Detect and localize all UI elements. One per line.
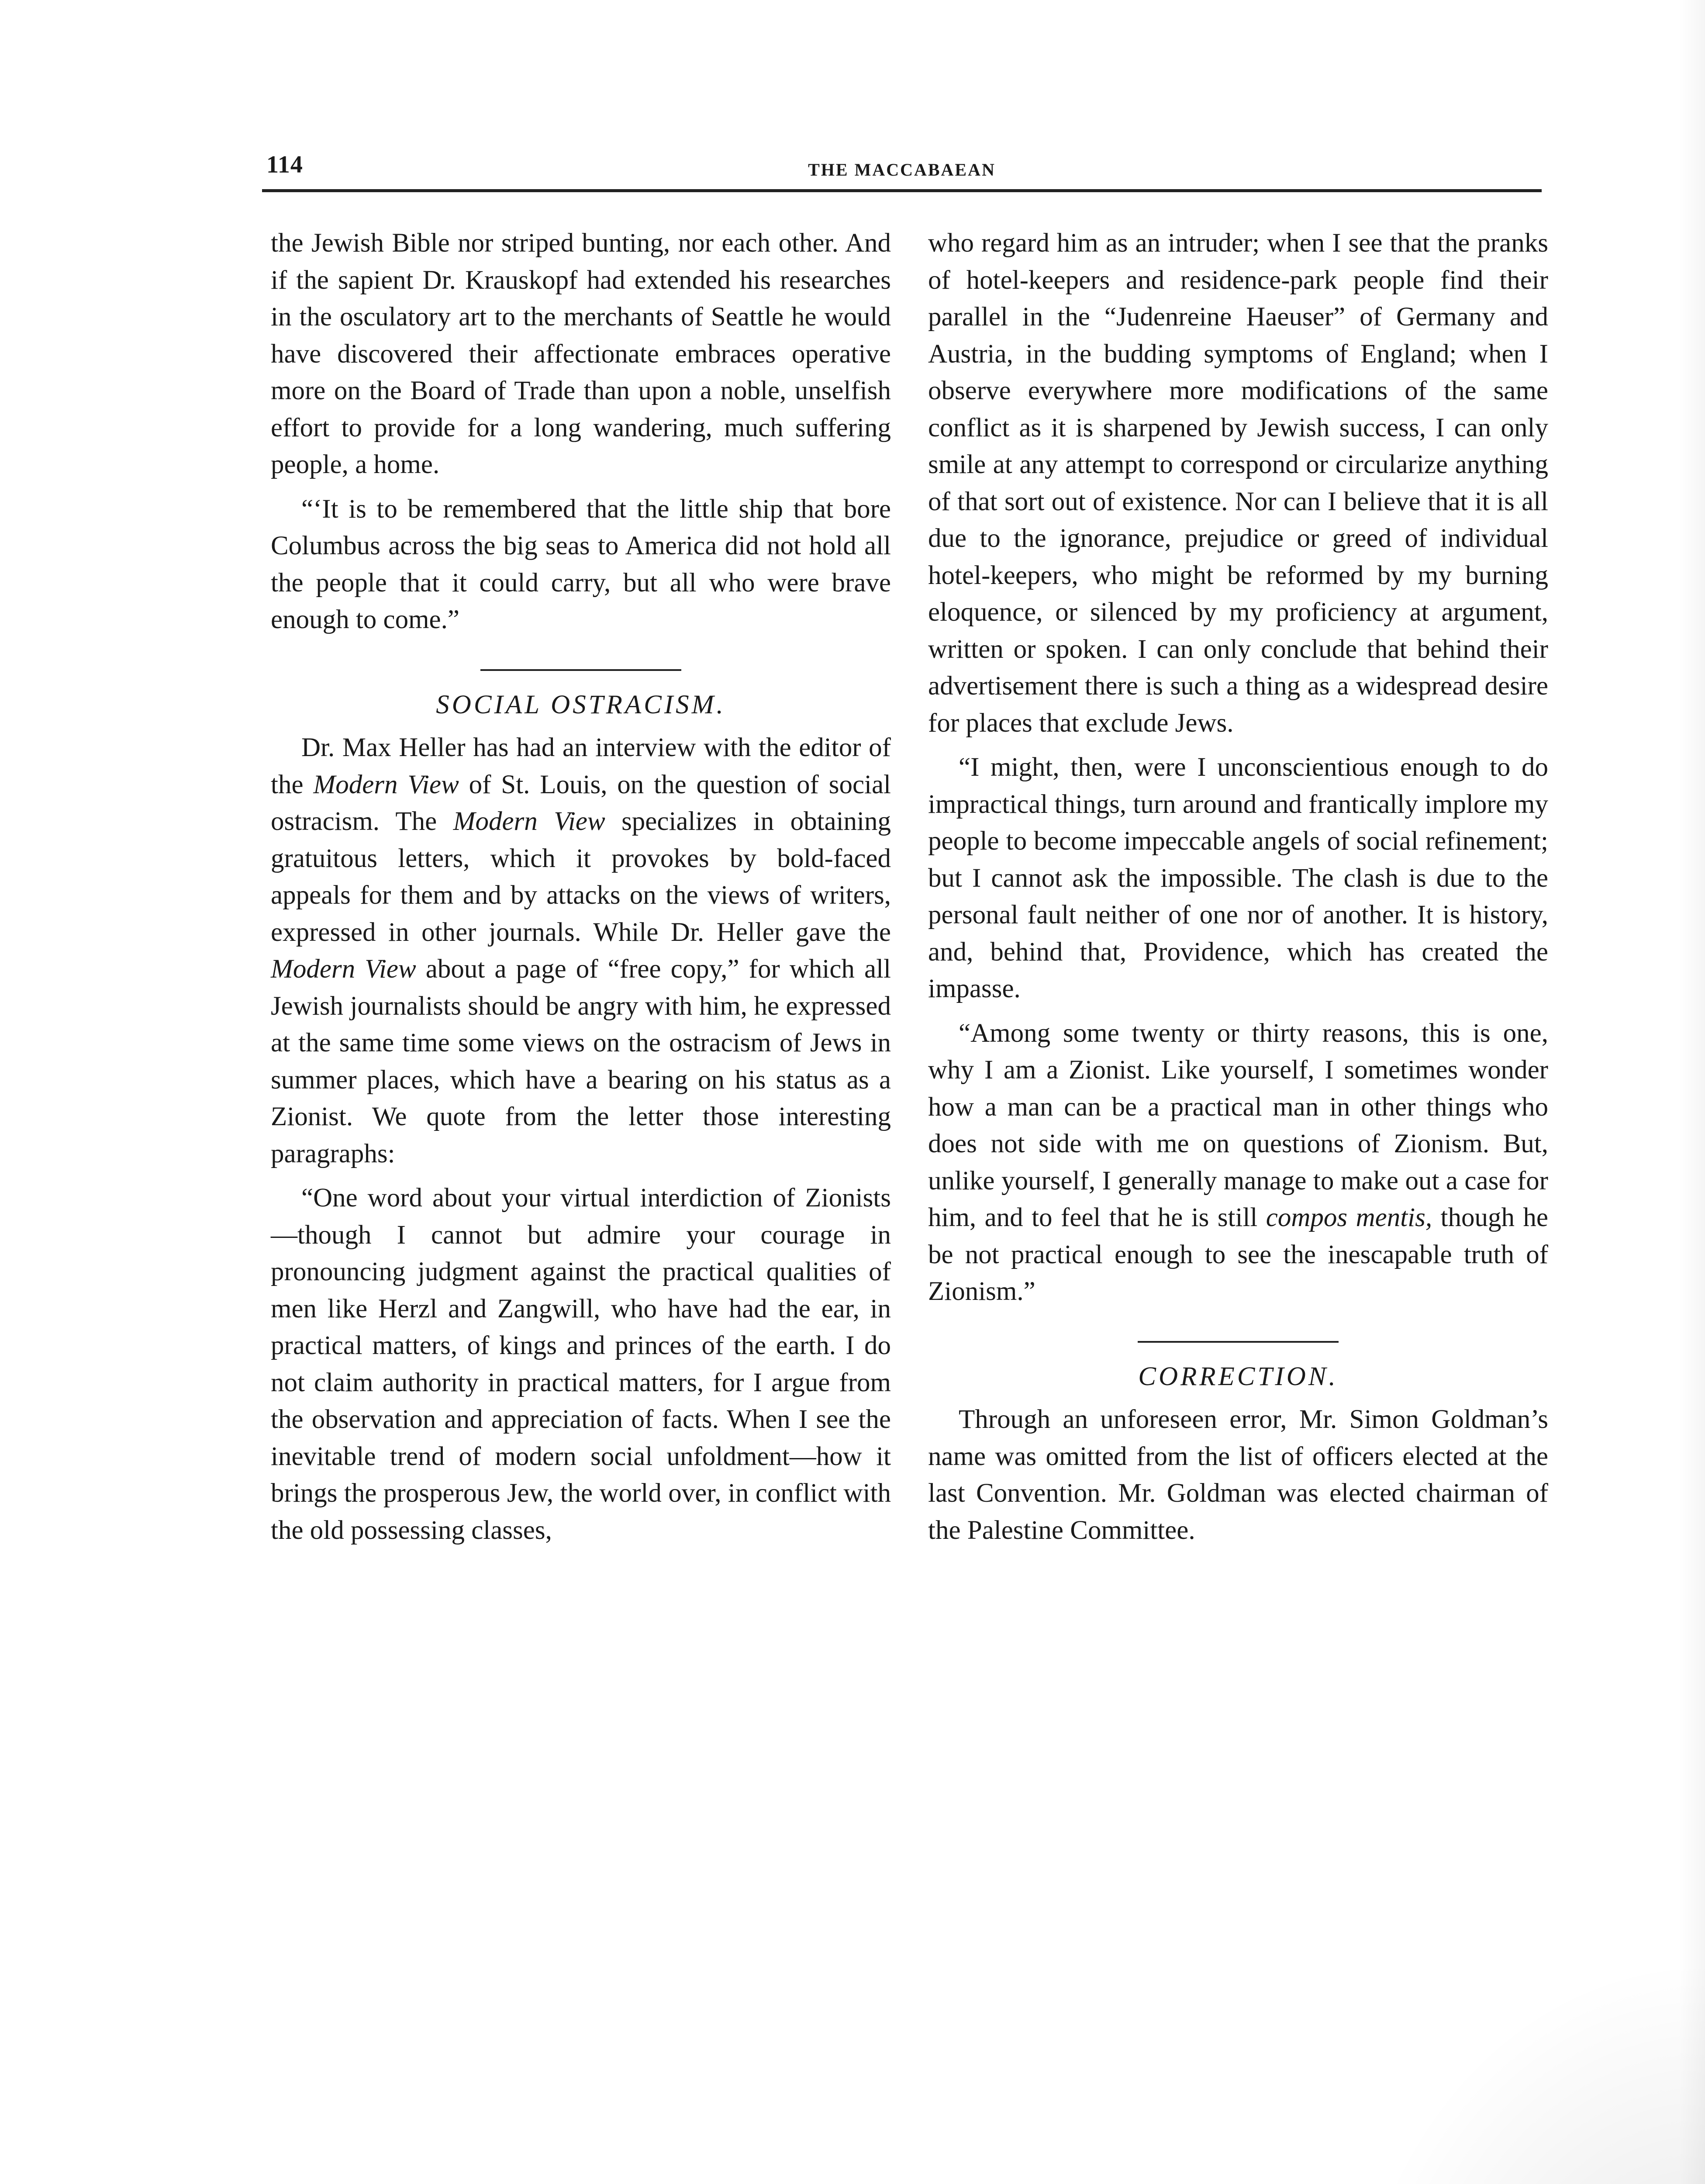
paragraph bbox=[928, 1015, 1548, 1310]
text-run: about a page of “free copy,” for which all Jewish journalists should be angry with him, he expressed at the same time some views on the ostracism of Jews in summer places, which have a bearing on his status as a Zionist. We quote from the letter those interesting paragraphs: bbox=[271, 954, 891, 1168]
italic-title: Modern View bbox=[271, 954, 416, 984]
italic-title: Modern View bbox=[453, 807, 605, 836]
paragraph bbox=[271, 729, 891, 1172]
paragraph: “One word about your virtual interdiction of Zionists—though I cannot but admire your courage in pronouncing judgment against the practical qualities of men like Herzl and Zangwill, who have had the ear, in practical matters, of kings and princes of the earth. I do not claim authority in practical matters, for I argue from the observation and appreciation of facts. When I see the inevitable trend of modern social unfoldment—how it brings the prosperous Jew, the world over, in conflict with the old possessing classes, bbox=[271, 1183, 891, 1545]
paragraph: “I might, then, were I unconscientious enough to do impractical things, turn around and frantically implore my people to become impeccable angels of social refinement; but I cannot ask the impossible. The clash is due to the personal fault neither of one nor of another. It is history, and, behind that, Providence, which has created the impasse. bbox=[928, 753, 1548, 1003]
page-corner-shadow bbox=[1312, 1922, 1705, 2184]
italic-title: Modern View bbox=[313, 770, 459, 799]
section-divider bbox=[480, 669, 681, 671]
paragraph: who regard him as an intruder; when I see that the pranks of hotel-keepers and residence-park people find their parallel in the “Judenreine Haeuser” of Germany and Austria, in the budding symptoms of England; when I observe everywhere more modifications of the same conflict as it is sharpened by Jewish success, I can only smile at any attempt to correspond or circularize anything of that sort out of existence. Nor can I believe that it is all due to the ignorance, prejudice or greed of individual hotel-keepers, who might be reformed by my burning eloquence, or silenced by my proficiency at argument, written or spoken. I can only conclude that behind their advertisement there is such a thing as a widespread desire for places that exclude Jews. bbox=[928, 228, 1548, 738]
paragraph: Through an unforeseen error, Mr. Simon Goldman’s name was omitted from the list of officers elected at the last Convention. Mr. Goldman was elected chairman of the Palestine Committee. bbox=[928, 1405, 1548, 1545]
text-run: of St. Louis, on the question of social ostracism. The bbox=[271, 770, 891, 836]
text-run: specializes in obtaining gratuitous letters, which it provokes by bold-faced appeals for them and by attacks on the views of writers, expressed in other journals. While Dr. Heller gave the bbox=[271, 807, 891, 947]
section-divider bbox=[1138, 1341, 1339, 1343]
page-edge-shadow bbox=[1679, 0, 1705, 2184]
text-run: “Among some twenty or thirty reasons, this is one, why I am a Zionist. Like yourself, I sometimes wonder how a man can be a practical man in other things who does not side with me on questions of Zionism. But, unlike yourself, I generally manage to make out a case for him, and to feel that he is still bbox=[928, 1018, 1548, 1232]
running-head: THE MACCABAEAN bbox=[808, 160, 996, 180]
paragraph: “‘It is to be remembered that the little ship that bore Columbus across the big seas to America did not hold all the people that it could carry, but all who were brave enough to come.” bbox=[271, 494, 891, 634]
italic-phrase: compos mentis, bbox=[1266, 1203, 1432, 1232]
text-run: Dr. Max Heller has had an interview with the editor of the bbox=[271, 733, 891, 799]
text-run: though he be not practical enough to see the inescapable truth of Zionism.” bbox=[928, 1203, 1548, 1306]
section-title-correction: CORRECTION. bbox=[1138, 1362, 1338, 1391]
page-header bbox=[262, 151, 1542, 186]
paragraph: the Jewish Bible nor striped bunting, nor each other. And if the sapient Dr. Krauskopf had extended his researches in the osculatory art to the merchants of Seattle he would have discovered their affectionate embraces operative more on the Board of Trade than upon a noble, unselfish effort to provide for a long wandering, much suffering people, a home. bbox=[271, 228, 891, 479]
section-title-social-ostracism: SOCIAL OSTRACISM. bbox=[436, 690, 726, 719]
left-column bbox=[271, 225, 891, 1556]
header-rule bbox=[262, 189, 1542, 192]
page-number: 114 bbox=[266, 151, 303, 178]
right-column bbox=[928, 225, 1548, 1556]
